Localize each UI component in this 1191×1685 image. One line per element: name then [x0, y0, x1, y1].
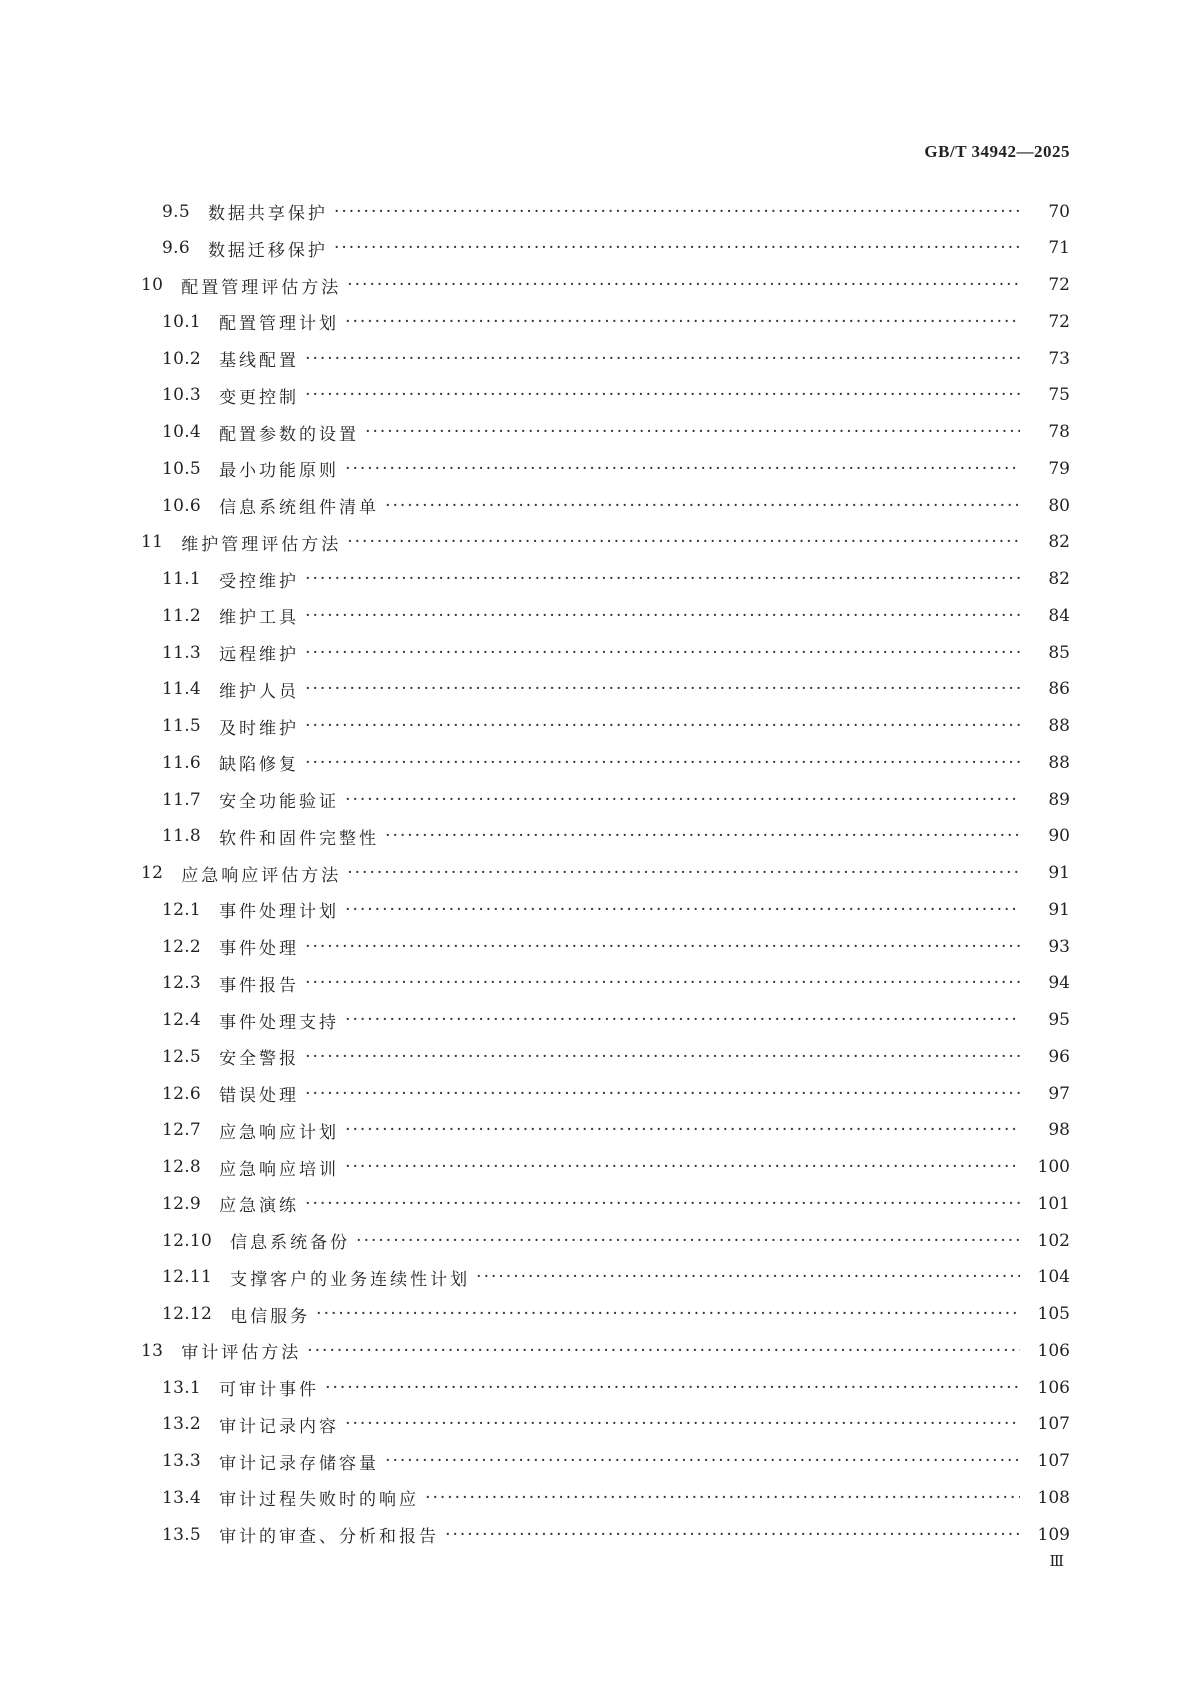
toc-entry-title: 最小功能原则: [219, 461, 340, 482]
toc-entry-title: 支撑客户的业务连续性计划: [230, 1269, 471, 1290]
toc-entry[interactable]: [0, 1479, 1191, 1516]
toc-entry-number: 13.4: [162, 1487, 202, 1508]
toc-entry-number: 11.1: [162, 569, 202, 589]
toc-leader-dots: [345, 459, 1020, 479]
toc-entry-number: 10.5: [162, 458, 202, 479]
toc-entry[interactable]: [0, 744, 1191, 781]
toc-entry-page: 106: [1037, 1340, 1070, 1361]
toc-entry-title: 基线配置: [219, 351, 300, 371]
toc-entry[interactable]: [0, 965, 1191, 1002]
toc-entry-title: 审计记录内容: [219, 1416, 340, 1437]
document-id: GB/T 34942—2025: [924, 142, 1070, 161]
toc-entry[interactable]: [0, 377, 1191, 414]
toc-entry-page: 100: [1037, 1157, 1070, 1177]
toc-entry-page: 109: [1037, 1524, 1070, 1545]
toc-entry-number: 12.9: [162, 1193, 202, 1214]
toc-leader-dots: [345, 900, 1020, 920]
toc-entry-page: 107: [1037, 1414, 1070, 1435]
toc-entry[interactable]: [0, 855, 1191, 892]
toc-entry[interactable]: [0, 597, 1191, 634]
toc-entry[interactable]: [0, 1149, 1191, 1186]
toc-entry-number: 10.1: [162, 311, 202, 332]
toc-entry-page: 73: [1048, 348, 1070, 369]
toc-entry-page: 97: [1048, 1083, 1070, 1104]
toc-entry-page: 88: [1048, 752, 1070, 773]
toc-entry[interactable]: [0, 230, 1191, 267]
toc-entry-number: 10.6: [162, 495, 202, 516]
toc-entry-title: 事件处理: [219, 939, 300, 959]
toc-entry[interactable]: [0, 1516, 1191, 1553]
toc-entry-number: 9.6: [162, 238, 190, 259]
toc-leader-dots: [345, 1157, 1020, 1177]
toc-leader-dots: [385, 496, 1020, 516]
toc-entry[interactable]: [0, 928, 1191, 965]
toc-entry-title: 错误处理: [219, 1086, 300, 1106]
toc-entry-number: 10: [141, 275, 164, 295]
toc-entry-title: 事件报告: [219, 975, 300, 996]
toc-leader-dots: [305, 716, 1020, 736]
toc-entry-page: 71: [1048, 238, 1070, 259]
toc-entry-title: 应急演练: [219, 1196, 300, 1217]
toc-entry-page: 78: [1048, 422, 1070, 442]
toc-entry-title: 审计的审查、分析和报告: [219, 1527, 440, 1547]
toc-entry[interactable]: [0, 340, 1191, 377]
toc-entry-page: 90: [1048, 826, 1070, 847]
toc-entry-number: 13.1: [162, 1377, 202, 1398]
toc-entry-title: 数据共享保护: [207, 204, 328, 224]
toc-entry[interactable]: [0, 1443, 1191, 1480]
toc-entry-title: 信息系统备份: [230, 1233, 351, 1253]
toc-entry[interactable]: [0, 708, 1191, 745]
toc-entry[interactable]: [0, 1296, 1191, 1333]
toc-leader-dots: [305, 753, 1020, 773]
toc-entry-page: 85: [1048, 642, 1070, 663]
toc-entry-number: 10.3: [162, 385, 202, 406]
toc-leader-dots: [365, 422, 1020, 442]
toc-entry[interactable]: [0, 561, 1191, 598]
toc-leader-dots: [345, 312, 1020, 332]
toc-entry-title: 数据迁移保护: [207, 240, 328, 261]
toc-entry-page: 84: [1048, 605, 1070, 626]
toc-entry-number: 12.12: [162, 1304, 213, 1324]
toc-leader-dots: [305, 385, 1020, 405]
toc-entry-number: 12.8: [162, 1157, 202, 1177]
toc-entry-number: 11.8: [162, 826, 202, 847]
toc-entry-page: 107: [1037, 1451, 1070, 1471]
toc-entry-page: 98: [1048, 1120, 1070, 1141]
toc-entry[interactable]: [0, 1038, 1191, 1075]
toc-entry-page: 80: [1048, 495, 1070, 516]
toc-entry-page: 95: [1048, 1010, 1070, 1030]
toc-leader-dots: [316, 1304, 1020, 1324]
toc-entry-number: 10.2: [162, 348, 202, 369]
toc-leader-dots: [305, 679, 1020, 699]
toc-entry-page: 91: [1048, 899, 1070, 920]
toc-entry-number: 11.4: [162, 679, 202, 700]
toc-entry-page: 108: [1037, 1487, 1070, 1508]
toc-leader-dots: [305, 973, 1020, 993]
toc-entry[interactable]: [0, 487, 1191, 524]
toc-leader-dots: [305, 1084, 1020, 1104]
toc-entry-title: 配置管理评估方法: [181, 277, 342, 298]
toc-entry-title: 维护人员: [219, 681, 300, 702]
toc-entry-number: 12.5: [162, 1046, 202, 1067]
toc-leader-dots: [385, 1451, 1020, 1471]
toc-entry[interactable]: [0, 1369, 1191, 1406]
toc-entry-number: 11.2: [162, 605, 202, 626]
toc-leader-dots: [445, 1525, 1020, 1545]
toc-entry[interactable]: [0, 193, 1191, 230]
toc-leader-dots: [334, 202, 1020, 222]
toc-leader-dots: [305, 606, 1020, 626]
toc-entry[interactable]: [0, 267, 1191, 304]
toc-leader-dots: [305, 937, 1020, 957]
toc-entry-page: 75: [1048, 385, 1070, 406]
toc-entry-title: 远程维护: [219, 645, 300, 665]
toc-entry-page: 93: [1048, 936, 1070, 957]
toc-entry-number: 11.6: [162, 752, 202, 773]
toc-entry-number: 12.7: [162, 1120, 202, 1141]
toc-leader-dots: [345, 1414, 1020, 1434]
toc-entry-page: 104: [1037, 1267, 1070, 1288]
toc-leader-dots: [476, 1267, 1020, 1287]
toc-leader-dots: [347, 275, 1020, 295]
toc-entry-page: 72: [1048, 311, 1070, 332]
toc-entry[interactable]: [0, 524, 1191, 561]
toc-entry-title: 安全警报: [219, 1049, 300, 1070]
toc-leader-dots: [305, 569, 1020, 589]
toc-entry-page: 91: [1048, 863, 1070, 883]
toc-entry-number: 12.3: [162, 973, 202, 994]
toc-leader-dots: [305, 1194, 1020, 1214]
toc-entry-title: 受控维护: [219, 571, 300, 592]
toc-entry-number: 12.2: [162, 936, 202, 957]
toc-entry-page: 105: [1037, 1304, 1070, 1324]
toc-entry-number: 9.5: [162, 201, 190, 222]
toc-leader-dots: [345, 1010, 1020, 1030]
toc-entry-number: 11: [141, 532, 164, 553]
toc-entry-number: 12.1: [162, 899, 202, 920]
toc-leader-dots: [345, 1120, 1020, 1140]
toc-entry-number: 13: [141, 1340, 164, 1361]
toc-leader-dots: [305, 1047, 1020, 1067]
toc-entry-number: 13.3: [162, 1451, 202, 1471]
toc-entry-number: 13.2: [162, 1414, 202, 1435]
toc-entry-page: 82: [1048, 569, 1070, 589]
toc-leader-dots: [325, 1378, 1020, 1398]
toc-entry-page: 88: [1048, 716, 1070, 736]
toc-entry[interactable]: [0, 818, 1191, 855]
toc-entry-title: 维护管理评估方法: [181, 534, 342, 555]
toc-entry[interactable]: [0, 891, 1191, 928]
toc-entry-number: 12: [141, 863, 164, 883]
toc-entry-page: 96: [1048, 1046, 1070, 1067]
toc-leader-dots: [345, 790, 1020, 810]
toc-leader-dots: [305, 349, 1020, 369]
toc-entry-page: 79: [1048, 458, 1070, 479]
toc-entry[interactable]: [0, 1222, 1191, 1259]
toc-entry-title: 事件处理计划: [219, 902, 340, 923]
toc-entry-title: 审计评估方法: [181, 1343, 302, 1364]
toc-entry-title: 审计记录存储容量: [219, 1453, 380, 1474]
toc-entry[interactable]: [0, 671, 1191, 708]
toc-entry-page: 82: [1048, 532, 1070, 553]
toc-entry-title: 电信服务: [230, 1306, 311, 1327]
toc-entry-title: 及时维护: [219, 718, 300, 739]
toc-entry-number: 12.6: [162, 1083, 202, 1104]
toc-entry-page: 102: [1037, 1230, 1070, 1251]
toc-entry-title: 应急响应培训: [219, 1159, 340, 1180]
toc-entry[interactable]: [0, 1075, 1191, 1112]
toc-entry-title: 可审计事件: [219, 1380, 320, 1400]
toc-leader-dots: [347, 863, 1020, 883]
toc-entry-page: 72: [1048, 275, 1070, 295]
page-number: Ⅲ: [1049, 1554, 1064, 1570]
toc-entry-title: 配置管理计划: [219, 314, 340, 335]
toc-leader-dots: [334, 238, 1020, 258]
toc-entry[interactable]: [0, 450, 1191, 487]
toc-entry-number: 10.4: [162, 422, 202, 442]
toc-entry[interactable]: [0, 1406, 1191, 1443]
toc-entry-page: 94: [1048, 973, 1070, 994]
toc-leader-dots: [425, 1488, 1020, 1508]
toc-entry-title: 变更控制: [219, 387, 300, 408]
toc-entry-title: 缺陷修复: [219, 755, 300, 776]
toc-entry-title: 信息系统组件清单: [219, 498, 380, 518]
toc-entry-page: 106: [1037, 1377, 1070, 1398]
toc-entry-number: 11.3: [162, 642, 202, 663]
toc-entry-number: 11.7: [162, 789, 202, 810]
toc-entry[interactable]: [0, 303, 1191, 340]
toc-entry-page: 101: [1037, 1193, 1070, 1214]
toc-entry-number: 13.5: [162, 1524, 202, 1545]
toc-entry[interactable]: [0, 781, 1191, 818]
toc-entry-title: 安全功能验证: [219, 792, 340, 812]
toc-entry[interactable]: [0, 1185, 1191, 1222]
toc-leader-dots: [307, 1341, 1020, 1361]
toc-entry[interactable]: [0, 1332, 1191, 1369]
toc-entry[interactable]: [0, 414, 1191, 451]
toc-leader-dots: [356, 1231, 1020, 1251]
toc-entry-title: 审计过程失败时的响应: [219, 1490, 420, 1511]
toc-entry-number: 12.11: [162, 1267, 213, 1288]
toc-entry[interactable]: [0, 634, 1191, 671]
toc-entry-title: 维护工具: [219, 608, 300, 629]
toc-entry[interactable]: [0, 1259, 1191, 1296]
toc-leader-dots: [385, 826, 1020, 846]
toc-entry-title: 应急响应评估方法: [181, 865, 342, 886]
toc-entry[interactable]: [0, 1112, 1191, 1149]
toc-entry[interactable]: [0, 1002, 1191, 1039]
toc-entry-title: 配置参数的设置: [219, 424, 360, 445]
toc-entry-number: 12.10: [162, 1230, 213, 1251]
toc-entry-title: 应急响应计划: [219, 1122, 340, 1143]
toc-leader-dots: [347, 532, 1020, 552]
toc-entry-title: 事件处理支持: [219, 1012, 340, 1033]
toc-leader-dots: [305, 643, 1020, 663]
toc-entry-title: 软件和固件完整性: [219, 828, 380, 849]
toc-entry-page: 70: [1048, 201, 1070, 222]
toc-entry-number: 12.4: [162, 1010, 202, 1030]
toc-entry-page: 86: [1048, 679, 1070, 700]
toc-entry-number: 11.5: [162, 716, 202, 736]
toc-entry-page: 89: [1048, 789, 1070, 810]
